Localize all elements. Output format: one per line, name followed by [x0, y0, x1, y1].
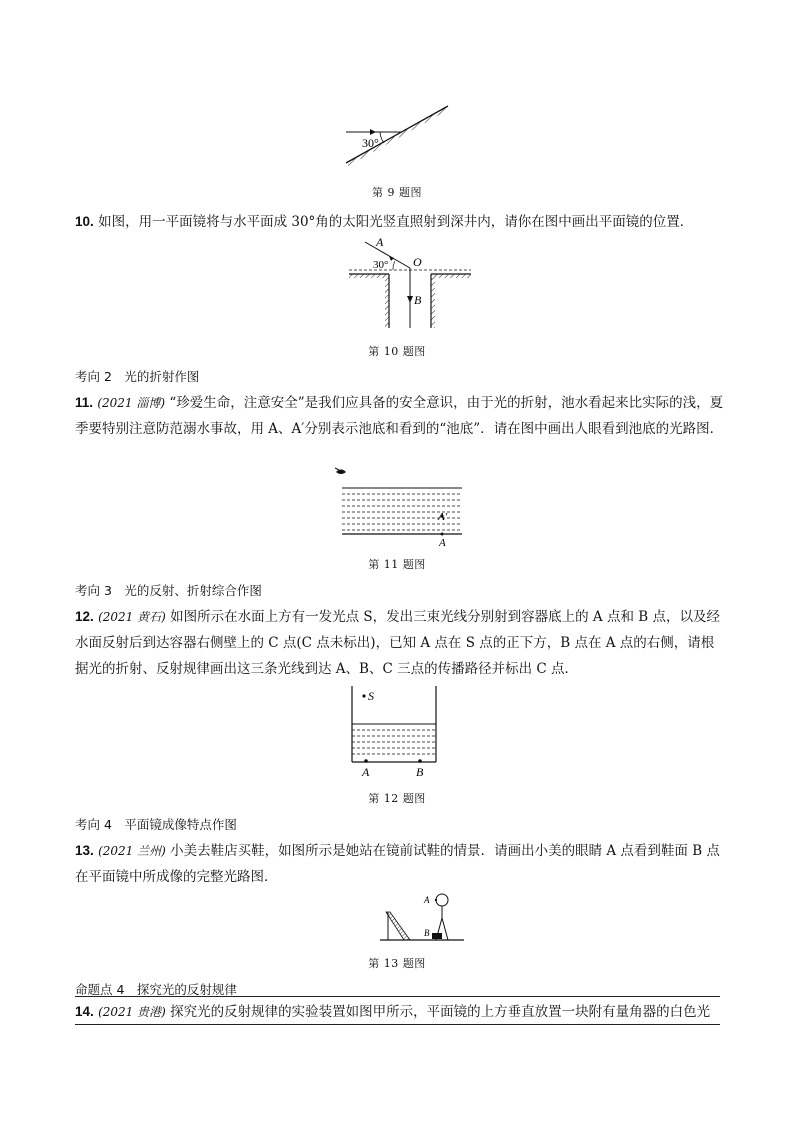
q14-text: 探究光的反射规律的实验装置如图甲所示，平面镜的上方垂直放置一块附有量角器的白色光 [170, 1004, 711, 1020]
fig10-caption: 第 10 题图 [368, 345, 426, 358]
fig13-label-a: A [424, 895, 430, 905]
question-11 [75, 390, 725, 442]
q14-number: 14. [75, 1004, 94, 1019]
q11-number: 11. [75, 395, 94, 410]
fig12-label-a: A [362, 765, 370, 779]
q11-text: “珍爱生命，注意安全”是我们应具备的安全意识，由于光的折射，池水看起来比实际的浅，夏季要特别注意防范溺水事故，用 A、A′分别表示池底和看到的“池底”．请在图中画出人眼看到池底的光路图． [75, 395, 724, 437]
question-10 [75, 209, 725, 235]
fig10-label-a: A [376, 236, 384, 249]
figure-10 [345, 236, 475, 331]
fig12-label-s: S [368, 689, 374, 703]
section-heading-4: 考向 4 平面镜成像特点作图 [75, 817, 237, 832]
fig10-angle: 30° [373, 259, 389, 271]
q10-text: 如图，用一平面镜将与水平面成 30°角的太阳光竖直照射到深井内，请你在图中画出平面镜的位置． [98, 214, 694, 230]
fig13-caption: 第 13 题图 [368, 957, 426, 970]
q13-number: 13. [75, 843, 94, 858]
figure-9 [340, 100, 460, 170]
section-heading-2: 考向 2 光的折射作图 [75, 369, 200, 384]
section-divider [75, 996, 720, 997]
bottom-rule [75, 1024, 720, 1025]
section-heading-5: 命题点 4 探究光的反射规律 [75, 982, 237, 997]
fig10-label-b: B [414, 293, 422, 307]
q12-text: 如图所示在水面上方有一发光点 S，发出三束光线分别射到容器底上的 A 点和 B 点，以及经水面反射后到达容器右侧壁上的 C 点(C 点未标出)，已知 A 点在 S 点的正下方，B 点在 A 点的右侧，请根据光的折射、反射规律画出这三条光线到达 A、B、C 三点的传播路径并标出 C 点． [75, 609, 720, 677]
fig9-angle-label: 30° [362, 136, 379, 150]
figure-11 [330, 464, 470, 550]
fig9-caption: 第 9 题图 [372, 186, 422, 199]
eye-icon [335, 468, 346, 474]
fig11-label-a-prime: A′ [438, 511, 448, 523]
fig12-label-b: B [416, 765, 424, 779]
q13-source: (2021 兰州) [98, 844, 166, 858]
fig13-label-b: B [424, 928, 430, 938]
q14-source: (2021 贵港) [98, 1005, 166, 1019]
question-13 [75, 838, 725, 890]
q13-text: 小美去鞋店买鞋，如图所示是她站在镜前试鞋的情景．请画出小美的眼睛 A 点看到鞋面 B 点在平面镜中所成像的完整光路图． [75, 843, 720, 885]
question-14 [75, 999, 725, 1025]
q11-source: (2021 淄博) [97, 396, 166, 410]
q12-number: 12. [75, 609, 94, 624]
section-heading-3: 考向 3 光的反射、折射综合作图 [75, 583, 262, 598]
fig11-caption: 第 11 题图 [368, 558, 426, 571]
question-12 [75, 604, 725, 682]
figure-13 [378, 888, 468, 944]
q12-source: (2021 黄石) [98, 610, 166, 624]
q10-number: 10. [75, 214, 94, 229]
figure-12 [340, 684, 450, 780]
fig11-label-a: A [439, 537, 446, 549]
fig10-label-o: O [413, 255, 422, 269]
fig12-caption: 第 12 题图 [368, 792, 426, 805]
